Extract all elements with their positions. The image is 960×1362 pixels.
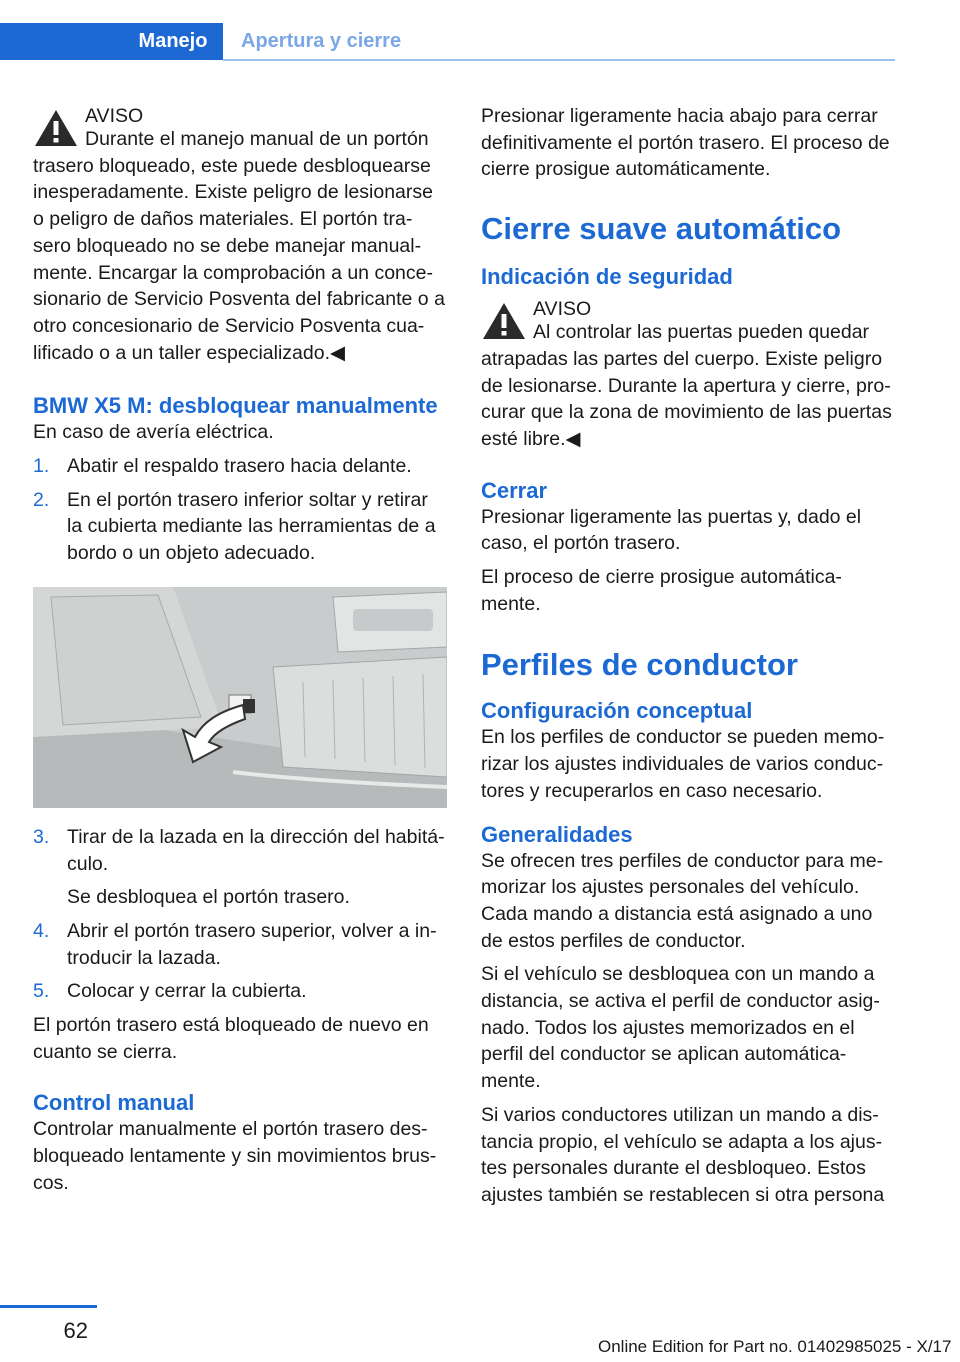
step-number: 4. xyxy=(33,919,50,942)
list-item xyxy=(33,918,447,971)
trunk-cover-illustration xyxy=(33,587,447,808)
list-item xyxy=(33,487,447,567)
steps-list-b xyxy=(33,824,447,1005)
concept-text: En los perfiles de conductor se pueden memo-rizar los ajustes individuales de varios conduc-tores y recuperarlos en caso necesario. xyxy=(481,726,885,802)
left-column xyxy=(33,103,447,1204)
step-text: Abrir el portón trasero superior, volver a in-troducir la lazada. xyxy=(67,919,437,969)
general-text-2: Si el vehículo se desbloquea con un mando a distancia, se activa el perfil de conductor asig-nado. Todos los ajustes memorizados en el perfil del conductor se aplican automática-mente. xyxy=(481,963,880,1093)
page-number-rule xyxy=(0,1305,97,1308)
step-text: En el portón trasero inferior soltar y retirar la cubierta mediante las herramientas de a bordo o un objeto adecuado. xyxy=(67,488,436,565)
general-text-3: Si varios conductores utilizan un mando a dis-tancia propio, el vehículo se adapta a los ajus-tes personales durante el desbloqueo. Estos ajustes también se restablecen si otra persona xyxy=(481,1103,885,1206)
step-number: 1. xyxy=(33,455,50,478)
right-intro: Presionar ligeramente hacia abajo para cerrar definitivamente el portón trasero. El proceso de cierre prosigue automáticamente. xyxy=(481,105,890,181)
warning-label: AVISO xyxy=(85,105,144,127)
heading-cerrar: Cerrar xyxy=(481,477,548,503)
step-text: Colocar y cerrar la cubierta. xyxy=(67,980,307,1003)
step-text: Tirar de la lazada en la dirección del habitá-culo. xyxy=(67,825,445,875)
section-outro: El portón trasero está bloqueado de nuevo en cuanto se cierra. xyxy=(33,1014,429,1063)
warning-text: Durante el manejo manual de un portón trasero bloqueado, este puede desbloquearse inesperadamente. Existe peligro de lesionarse o peligro de daños materiales. El portón tra-sero bloqueado no se debe manejar manual-mente. Encargar la comprobación a un conce-sionario de Servicio Posventa del fabricante o a otro concesionario de Servicio Posventa cua-lificado o a un taller especializado.◀ xyxy=(33,128,445,364)
edition-footer: Online Edition for Part no. 01402985025 - X/17 xyxy=(598,1337,952,1356)
steps-list-a xyxy=(33,453,447,567)
cerrar-text-2: El proceso de cierre prosigue automática-mente. xyxy=(481,566,842,615)
right-column xyxy=(481,103,895,1216)
page-number: 62 xyxy=(63,1318,88,1343)
step-number: 5. xyxy=(33,980,50,1003)
heading-indicacion-seguridad: Indicación de seguridad xyxy=(481,264,733,290)
list-item xyxy=(33,824,447,911)
list-item xyxy=(33,453,447,480)
heading-cierre-suave: Cierre suave automático xyxy=(481,211,842,247)
warning-triangle-icon xyxy=(481,301,527,341)
safety-warning-text: Al controlar las puertas pueden quedar atrapadas las partes del cuerpo. Existe peligro de lesionarse. Durante la apertura y cierre, pro-curar que la zona de movimiento de las puertas esté libre.◀ xyxy=(481,321,892,450)
step-text: Abatir el respaldo trasero hacia delante. xyxy=(67,455,412,478)
section-heading-desbloquear: BMW X5 M: desbloquear manualmente xyxy=(33,393,438,419)
tab-manejo[interactable]: Manejo xyxy=(123,23,223,60)
header-tabbar xyxy=(0,23,895,63)
warning-label: AVISO xyxy=(533,298,592,321)
step-subtext: Se desbloquea el portón trasero. xyxy=(67,886,350,909)
list-item xyxy=(33,978,447,1005)
header-accent-block xyxy=(0,23,123,60)
section-heading-control-manual: Control manual xyxy=(33,1090,195,1116)
step-number: 2. xyxy=(33,488,50,511)
cerrar-text-1: Presionar ligeramente las puertas y, dado el caso, el portón trasero. xyxy=(481,505,862,555)
heading-perfiles-conductor: Perfiles de conductor xyxy=(481,647,798,683)
heading-generalidades: Generalidades xyxy=(481,821,633,847)
control-manual-text: Controlar manualmente el portón trasero des-bloqueado lentamente y sin movimientos brus-cos. xyxy=(33,1118,437,1194)
header-underline xyxy=(223,59,895,61)
heading-configuracion-conceptual: Configuración conceptual xyxy=(481,698,753,724)
tab-apertura-y-cierre[interactable]: Apertura y cierre xyxy=(241,30,402,52)
section-intro: En caso de avería eléctrica. xyxy=(33,421,274,444)
general-text-1: Se ofrecen tres perfiles de conductor para me-morizar los ajustes personales del vehículo. Cada mando a distancia está asignado a uno de estos perfiles de conductor. xyxy=(481,849,884,952)
step-number: 3. xyxy=(33,825,50,848)
warning-triangle-icon xyxy=(33,108,79,148)
